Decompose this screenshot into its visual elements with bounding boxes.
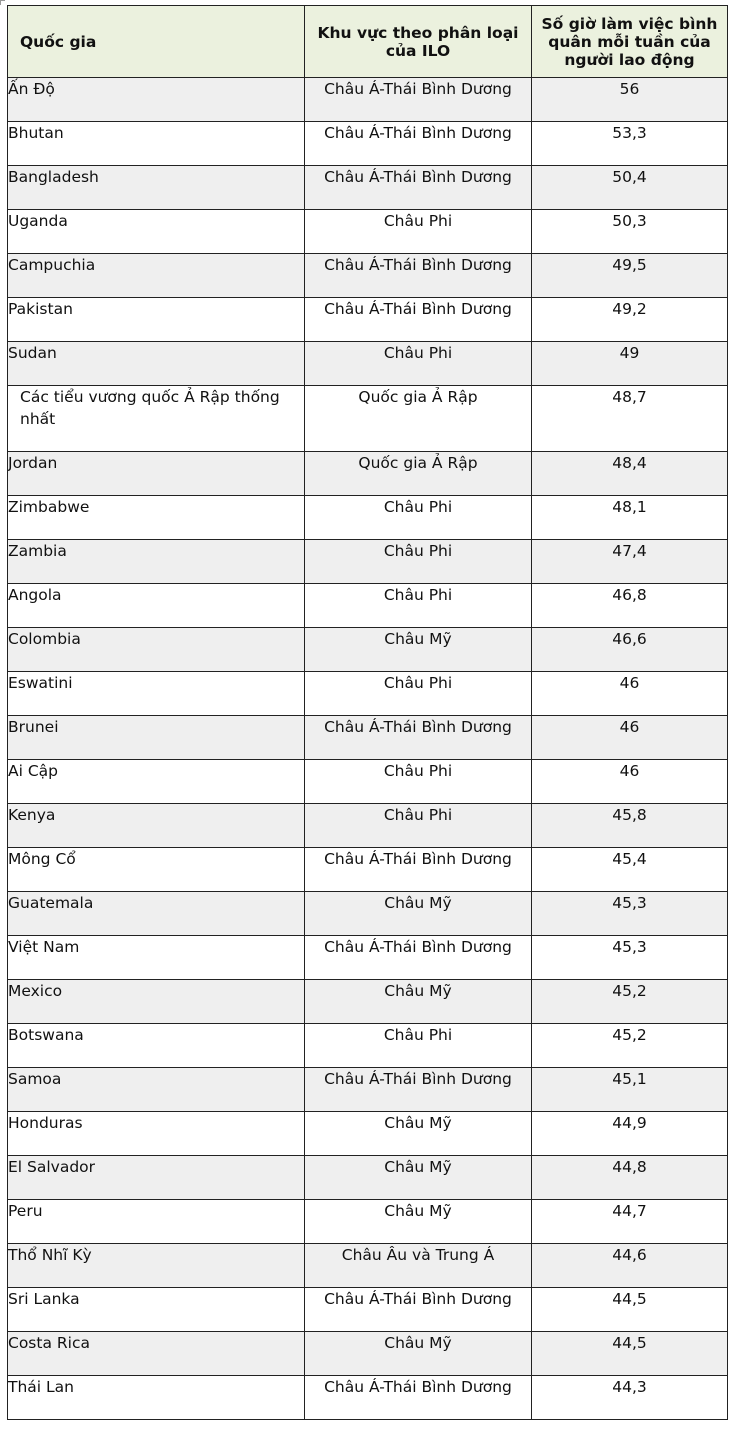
country-cell: Pakistan <box>8 298 305 342</box>
table-move-handle[interactable] <box>0 0 5 5</box>
region-cell: Châu Á-Thái Bình Dương <box>305 122 532 166</box>
table-row <box>8 672 728 716</box>
hours-cell: 46 <box>532 716 728 760</box>
hours-cell: 46 <box>532 760 728 804</box>
hours-cell: 44,9 <box>532 1112 728 1156</box>
hours-cell: 45,8 <box>532 804 728 848</box>
hours-cell: 44,8 <box>532 1156 728 1200</box>
hours-cell: 44,7 <box>532 1200 728 1244</box>
region-cell: Châu Mỹ <box>305 1200 532 1244</box>
region-cell: Châu Phi <box>305 342 532 386</box>
region-cell: Châu Phi <box>305 804 532 848</box>
table-row <box>8 936 728 980</box>
table-row <box>8 1156 728 1200</box>
hours-cell: 48,1 <box>532 496 728 540</box>
region-cell: Châu Mỹ <box>305 892 532 936</box>
table-row <box>8 496 728 540</box>
region-cell: Châu Mỹ <box>305 1112 532 1156</box>
table-row <box>8 1376 728 1420</box>
table-row <box>8 980 728 1024</box>
hours-cell: 53,3 <box>532 122 728 166</box>
hours-cell: 49,2 <box>532 298 728 342</box>
hours-cell: 45,3 <box>532 892 728 936</box>
region-cell: Châu Phi <box>305 760 532 804</box>
hours-cell: 49,5 <box>532 254 728 298</box>
country-cell: Ai Cập <box>8 760 305 804</box>
hours-cell: 48,7 <box>532 386 728 452</box>
working-hours-table <box>7 5 728 1420</box>
region-cell: Châu Mỹ <box>305 980 532 1024</box>
hours-cell: 45,3 <box>532 936 728 980</box>
table-row <box>8 78 728 122</box>
country-cell: Guatemala <box>8 892 305 936</box>
country-cell: Kenya <box>8 804 305 848</box>
table-row <box>8 760 728 804</box>
country-cell: Các tiểu vương quốc Ả Rập thống nhất <box>8 386 305 452</box>
region-cell: Châu Phi <box>305 1024 532 1068</box>
hours-cell: 46,6 <box>532 628 728 672</box>
table-row <box>8 1332 728 1376</box>
country-cell: Zimbabwe <box>8 496 305 540</box>
region-cell: Châu Phi <box>305 584 532 628</box>
region-cell: Châu Mỹ <box>305 1156 532 1200</box>
table-row <box>8 1200 728 1244</box>
country-cell: Zambia <box>8 540 305 584</box>
table-row <box>8 166 728 210</box>
country-cell: Mông Cổ <box>8 848 305 892</box>
hours-cell: 49 <box>532 342 728 386</box>
table-row <box>8 716 728 760</box>
country-cell: Botswana <box>8 1024 305 1068</box>
hours-cell: 46 <box>532 672 728 716</box>
table-header <box>8 6 728 78</box>
hours-cell: 50,3 <box>532 210 728 254</box>
country-cell: Peru <box>8 1200 305 1244</box>
region-cell: Châu Phi <box>305 210 532 254</box>
table-row <box>8 848 728 892</box>
table-row <box>8 584 728 628</box>
country-cell: Angola <box>8 584 305 628</box>
region-cell: Châu Á-Thái Bình Dương <box>305 848 532 892</box>
region-cell: Châu Á-Thái Bình Dương <box>305 78 532 122</box>
hours-cell: 44,3 <box>532 1376 728 1420</box>
country-cell: Brunei <box>8 716 305 760</box>
hours-cell: 48,4 <box>532 452 728 496</box>
country-cell: Uganda <box>8 210 305 254</box>
country-cell: Ấn Độ <box>8 78 305 122</box>
table-row <box>8 452 728 496</box>
region-cell: Châu Á-Thái Bình Dương <box>305 1288 532 1332</box>
region-cell: Châu Á-Thái Bình Dương <box>305 254 532 298</box>
table-row <box>8 342 728 386</box>
table-row <box>8 1244 728 1288</box>
table-row <box>8 210 728 254</box>
header-country: Quốc gia <box>8 6 305 78</box>
country-cell: Mexico <box>8 980 305 1024</box>
region-cell: Châu Á-Thái Bình Dương <box>305 298 532 342</box>
table-row <box>8 386 728 452</box>
hours-cell: 45,2 <box>532 1024 728 1068</box>
country-cell: Campuchia <box>8 254 305 298</box>
region-cell: Châu Mỹ <box>305 1332 532 1376</box>
region-cell: Châu Phi <box>305 672 532 716</box>
country-cell: Thổ Nhĩ Kỳ <box>8 1244 305 1288</box>
country-cell: Bhutan <box>8 122 305 166</box>
region-cell: Châu Á-Thái Bình Dương <box>305 166 532 210</box>
region-cell: Châu Á-Thái Bình Dương <box>305 936 532 980</box>
hours-cell: 44,5 <box>532 1332 728 1376</box>
hours-cell: 46,8 <box>532 584 728 628</box>
hours-cell: 50,4 <box>532 166 728 210</box>
region-cell: Châu Phi <box>305 496 532 540</box>
country-cell: Samoa <box>8 1068 305 1112</box>
country-cell: Colombia <box>8 628 305 672</box>
country-cell: Việt Nam <box>8 936 305 980</box>
country-cell: Bangladesh <box>8 166 305 210</box>
table-row <box>8 1068 728 1112</box>
country-cell: Honduras <box>8 1112 305 1156</box>
hours-cell: 45,1 <box>532 1068 728 1112</box>
region-cell: Châu Mỹ <box>305 628 532 672</box>
header-hours: Số giờ làm việc bình quân mỗi tuần của người lao động <box>532 6 728 78</box>
region-cell: Châu Á-Thái Bình Dương <box>305 1376 532 1420</box>
table-row <box>8 628 728 672</box>
header-row <box>8 6 728 78</box>
table-row <box>8 540 728 584</box>
region-cell: Châu Phi <box>305 540 532 584</box>
table-body <box>8 78 728 1420</box>
hours-cell: 45,4 <box>532 848 728 892</box>
table-row <box>8 1024 728 1068</box>
country-cell: Jordan <box>8 452 305 496</box>
table-row <box>8 1288 728 1332</box>
country-cell: Thái Lan <box>8 1376 305 1420</box>
region-cell: Quốc gia Ả Rập <box>305 452 532 496</box>
country-cell: Sri Lanka <box>8 1288 305 1332</box>
table-row <box>8 1112 728 1156</box>
region-cell: Châu Á-Thái Bình Dương <box>305 716 532 760</box>
hours-cell: 47,4 <box>532 540 728 584</box>
region-cell: Châu Âu và Trung Á <box>305 1244 532 1288</box>
country-cell: Costa Rica <box>8 1332 305 1376</box>
table-row <box>8 892 728 936</box>
country-cell: Sudan <box>8 342 305 386</box>
hours-cell: 44,6 <box>532 1244 728 1288</box>
hours-cell: 56 <box>532 78 728 122</box>
region-cell: Quốc gia Ả Rập <box>305 386 532 452</box>
hours-cell: 44,5 <box>532 1288 728 1332</box>
country-cell: Eswatini <box>8 672 305 716</box>
header-region: Khu vực theo phân loại của ILO <box>305 6 532 78</box>
hours-cell: 45,2 <box>532 980 728 1024</box>
table-row <box>8 804 728 848</box>
country-cell: El Salvador <box>8 1156 305 1200</box>
table-row <box>8 254 728 298</box>
region-cell: Châu Á-Thái Bình Dương <box>305 1068 532 1112</box>
table-row <box>8 298 728 342</box>
table-row <box>8 122 728 166</box>
